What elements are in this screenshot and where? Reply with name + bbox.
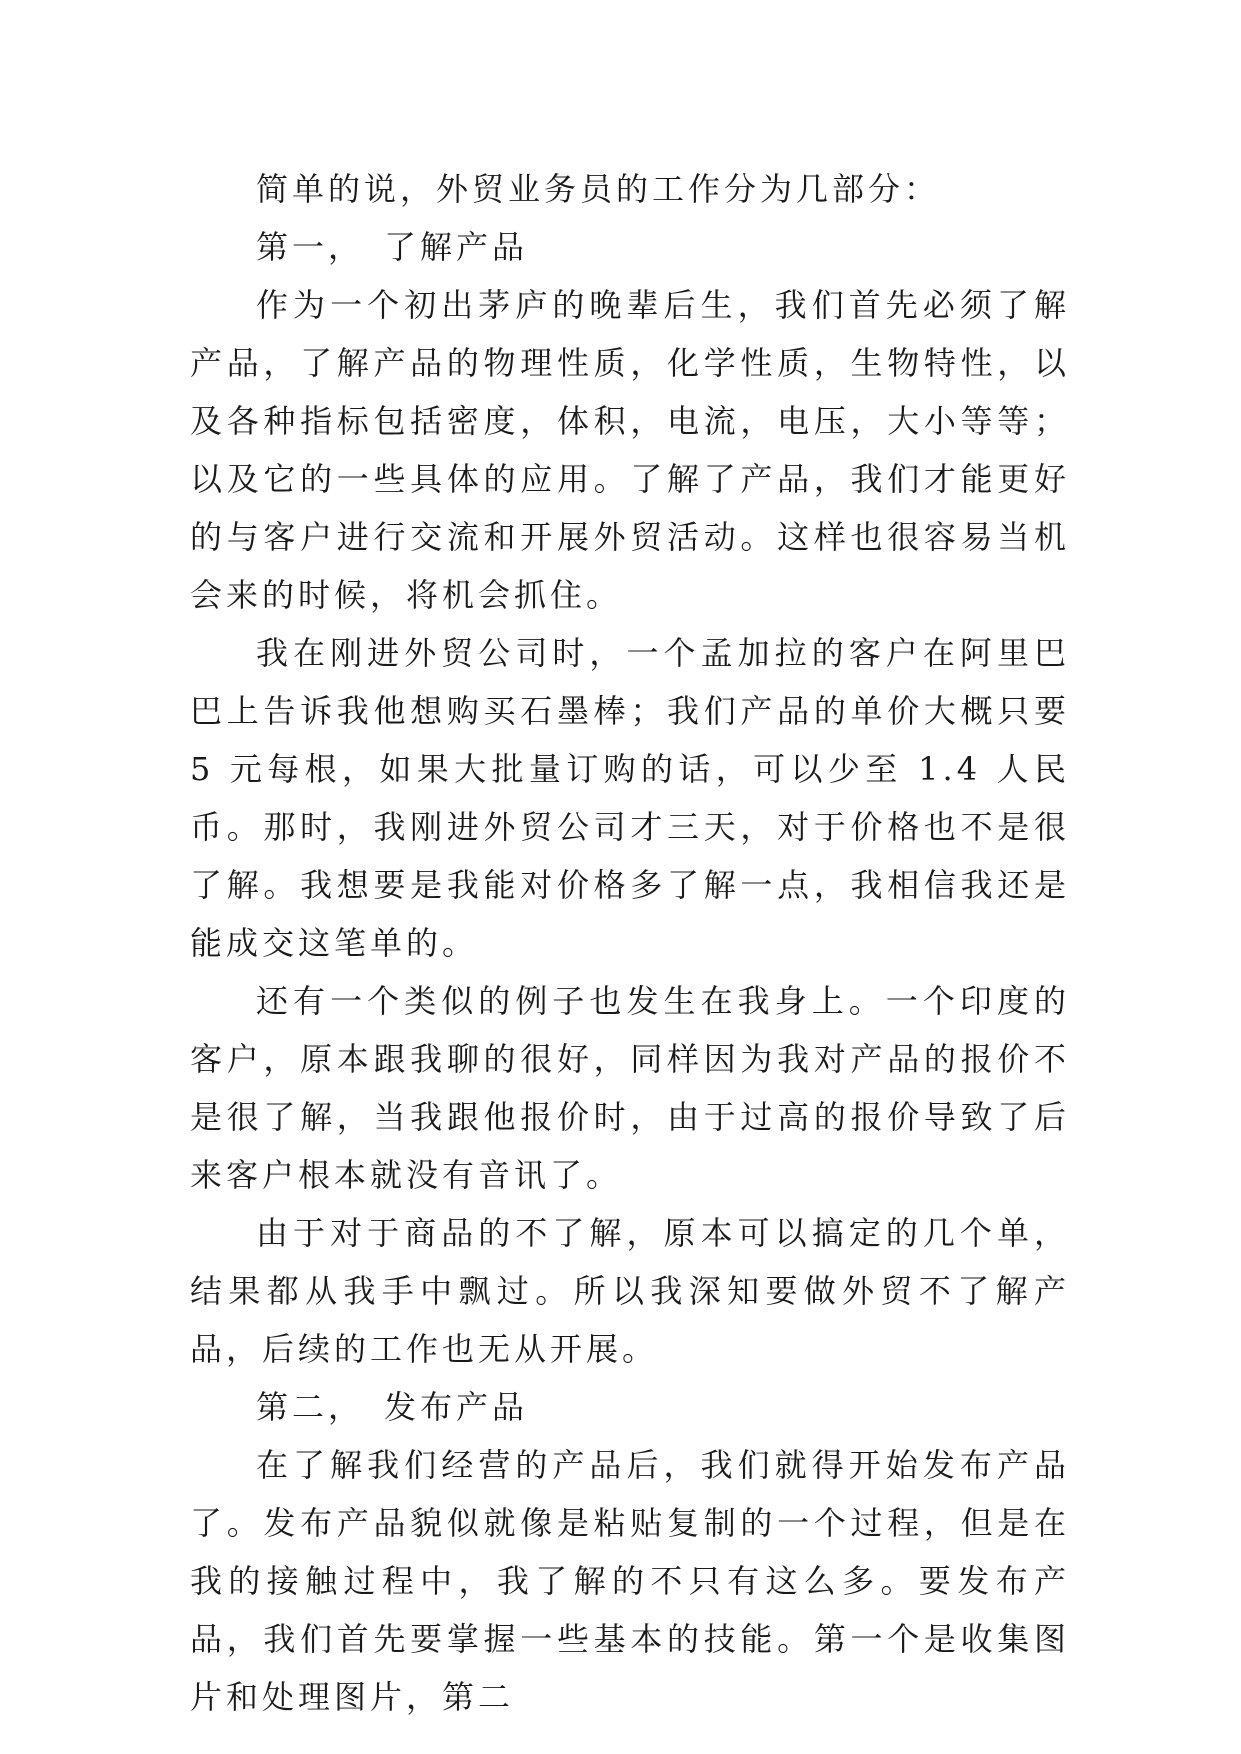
paragraph: 我在刚进外贸公司时，一个孟加拉的客户在阿里巴巴上告诉我他想购买石墨棒；我们产品的单价大概只要 5 元每根，如果大批量订购的话，可以少至 1.4 人民币。那时，我刚进外贸公司才三天，对于价格也不是很了解。我想要是我能对价格多了解一点，我相信我还是能成交这笔单的。 <box>190 634 1070 962</box>
paragraph-intro: 简单的说，外贸业务员的工作分为几部分： <box>256 170 941 208</box>
paragraph: 作为一个初出茅庐的晚辈后生，我们首先必须了解产品，了解产品的物理性质，化学性质，生物特性，以及各种指标包括密度，体积，电流，电压，大小等等；以及它的一些具体的应用。了解了产品，我们才能更好的与客户进行交流和开展外贸活动。这样也很容易当机会来的时候，将机会抓住。 <box>190 286 1070 614</box>
section-heading-first: 第一， 了解产品 <box>256 228 529 266</box>
section-heading-second: 第二， 发布产品 <box>256 1388 529 1426</box>
paragraph: 在了解我们经营的产品后，我们就得开始发布产品了。发布产品貌似就像是粘贴复制的一个过程，但是在我的接触过程中，我了解的不只有这么多。要发布产品，我们首先要掌握一些基本的技能。第一个是收集图片和处理图片，第二 <box>190 1446 1070 1716</box>
paragraph: 由于对于商品的不了解，原本可以搞定的几个单，结果都从我手中飘过。所以我深知要做外贸不了解产品，后续的工作也无从开展。 <box>190 1214 1070 1368</box>
document-body <box>190 160 1070 1726</box>
paragraph: 还有一个类似的例子也发生在我身上。一个印度的客户，原本跟我聊的很好，同样因为我对产品的报价不是很了解，当我跟他报价时，由于过高的报价导致了后来客户根本就没有音讯了。 <box>190 982 1070 1194</box>
